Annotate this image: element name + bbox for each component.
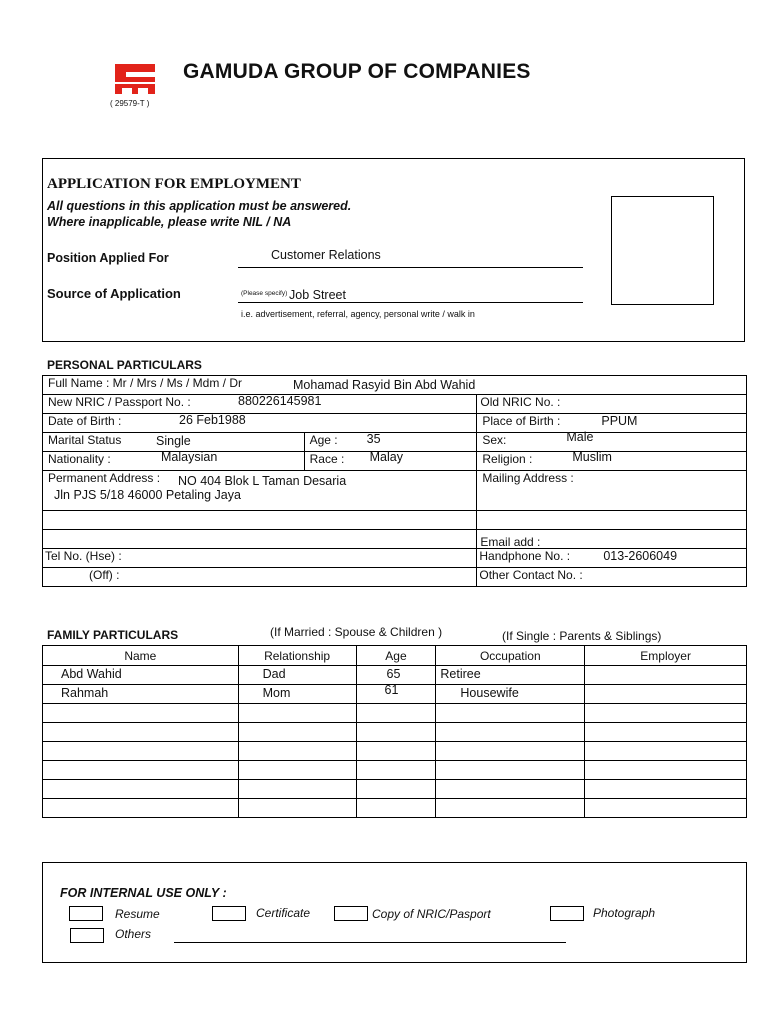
photograph-label: Photograph bbox=[593, 906, 656, 920]
family-cell-age[interactable] bbox=[356, 761, 436, 780]
race-label: Race : bbox=[309, 452, 345, 466]
others-checkbox[interactable] bbox=[70, 928, 104, 943]
family-cell-name[interactable] bbox=[43, 685, 239, 704]
family-cell-occupation[interactable] bbox=[436, 666, 585, 685]
family-cell-age[interactable] bbox=[356, 704, 436, 723]
please-specify-note: (Please specify) bbox=[241, 290, 288, 297]
pob-value: PPUM bbox=[601, 414, 638, 428]
source-label: Source of Application bbox=[47, 286, 181, 301]
family-cell-relationship[interactable] bbox=[238, 685, 356, 704]
tel-hse-cell[interactable] bbox=[43, 549, 477, 568]
nationality-label: Nationality : bbox=[48, 452, 111, 466]
family-value: Abd Wahid bbox=[61, 667, 122, 681]
single-note: (If Single : Parents & Siblings) bbox=[502, 629, 662, 643]
personal-table bbox=[42, 375, 747, 587]
nric-label: New NRIC / Passport No. : bbox=[48, 395, 191, 409]
full-name-cell[interactable] bbox=[43, 376, 747, 395]
married-note: (If Married : Spouse & Children ) bbox=[270, 625, 443, 639]
family-cell-occupation[interactable] bbox=[436, 780, 585, 799]
others-underline[interactable] bbox=[174, 942, 566, 943]
family-cell-age[interactable] bbox=[356, 723, 436, 742]
family-row bbox=[43, 723, 747, 742]
sex-value: Male bbox=[566, 430, 594, 444]
email-cell[interactable] bbox=[477, 530, 747, 549]
race-value: Malay bbox=[369, 450, 403, 464]
personal-section-title: PERSONAL PARTICULARS bbox=[47, 358, 202, 372]
certificate-checkbox[interactable] bbox=[212, 906, 246, 921]
permanent-address-cell[interactable] bbox=[43, 471, 477, 511]
family-cell-occupation[interactable] bbox=[436, 799, 585, 818]
position-value[interactable]: Customer Relations bbox=[271, 248, 381, 262]
nationality-value: Malaysian bbox=[161, 450, 218, 464]
address-line-1: NO 404 Blok L Taman Desaria bbox=[178, 474, 347, 488]
family-cell-employer[interactable] bbox=[585, 685, 747, 704]
internal-use-title: FOR INTERNAL USE ONLY : bbox=[60, 886, 227, 900]
resume-checkbox[interactable] bbox=[69, 906, 103, 921]
race-cell[interactable] bbox=[304, 452, 477, 471]
family-cell-occupation[interactable] bbox=[436, 723, 585, 742]
family-row bbox=[43, 799, 747, 818]
family-cell-relationship[interactable] bbox=[238, 704, 356, 723]
family-cell-occupation[interactable] bbox=[436, 742, 585, 761]
family-cell-occupation[interactable] bbox=[436, 761, 585, 780]
religion-label: Religion : bbox=[482, 452, 533, 466]
family-col-header: Relationship bbox=[238, 646, 356, 666]
photograph-checkbox[interactable] bbox=[550, 906, 584, 921]
family-cell-relationship[interactable] bbox=[238, 799, 356, 818]
family-row bbox=[43, 742, 747, 761]
old-nric-label: Old NRIC No. : bbox=[480, 395, 561, 409]
source-value[interactable]: Job Street bbox=[289, 288, 346, 302]
family-cell-employer[interactable] bbox=[585, 761, 747, 780]
family-value: Housewife bbox=[460, 686, 519, 700]
marital-value: Single bbox=[156, 434, 191, 448]
family-cell-name[interactable] bbox=[43, 704, 239, 723]
tel-off-cell[interactable] bbox=[43, 568, 477, 587]
nric-cell[interactable] bbox=[43, 395, 477, 414]
marital-cell[interactable] bbox=[43, 433, 305, 452]
others-label: Others bbox=[115, 927, 152, 941]
family-col-header: Name bbox=[43, 646, 239, 666]
family-cell-age[interactable] bbox=[356, 799, 436, 818]
family-row bbox=[43, 685, 747, 704]
copy-nric-checkbox[interactable] bbox=[334, 906, 368, 921]
family-value: Mom bbox=[262, 686, 291, 700]
position-underline bbox=[238, 267, 583, 268]
family-cell-name[interactable] bbox=[43, 799, 239, 818]
old-nric-cell[interactable] bbox=[477, 395, 747, 414]
family-cell-relationship[interactable] bbox=[238, 723, 356, 742]
family-table bbox=[42, 645, 747, 818]
family-cell-relationship[interactable] bbox=[238, 761, 356, 780]
family-cell-relationship[interactable] bbox=[238, 780, 356, 799]
email-label: Email add : bbox=[480, 535, 541, 549]
family-cell-age[interactable] bbox=[356, 742, 436, 761]
sex-label: Sex: bbox=[482, 433, 507, 447]
permanent-address-label: Permanent Address : bbox=[48, 471, 161, 485]
age-label: Age : bbox=[309, 433, 338, 447]
family-value: 65 bbox=[386, 667, 401, 681]
handphone-cell[interactable] bbox=[477, 549, 747, 568]
tel-off-label: (Off) : bbox=[89, 568, 120, 582]
full-name-label: Full Name : Mr / Mrs / Ms / Mdm / Dr bbox=[48, 376, 242, 390]
resume-label: Resume bbox=[115, 907, 160, 921]
handphone-label: Handphone No. : bbox=[479, 549, 571, 563]
tel-hse-label: Tel No. (Hse) : bbox=[45, 549, 122, 563]
family-row bbox=[43, 704, 747, 723]
dob-label: Date of Birth : bbox=[48, 414, 122, 428]
source-underline bbox=[238, 302, 583, 303]
age-value: 35 bbox=[366, 432, 381, 446]
mailing-address-label: Mailing Address : bbox=[482, 471, 574, 485]
family-cell-occupation[interactable] bbox=[436, 685, 585, 704]
nric-value: 880226145981 bbox=[238, 394, 322, 408]
mailing-extra-row[interactable] bbox=[477, 511, 747, 530]
family-cell-occupation[interactable] bbox=[436, 704, 585, 723]
family-cell-employer[interactable] bbox=[585, 742, 747, 761]
company-name: GAMUDA GROUP OF COMPANIES bbox=[183, 60, 531, 83]
dob-value: 26 Feb1988 bbox=[179, 413, 246, 427]
certificate-label: Certificate bbox=[256, 906, 311, 920]
family-value: Rahmah bbox=[61, 686, 109, 700]
mailing-address-cell[interactable] bbox=[477, 471, 747, 511]
family-col-header: Age bbox=[356, 646, 436, 666]
family-cell-employer[interactable] bbox=[585, 666, 747, 685]
other-contact-label: Other Contact No. : bbox=[479, 568, 583, 582]
instruction-2: Where inapplicable, please write NIL / NA bbox=[47, 215, 292, 229]
age-cell[interactable] bbox=[304, 433, 477, 452]
family-cell-age[interactable] bbox=[356, 685, 436, 704]
family-section-title: FAMILY PARTICULARS bbox=[47, 628, 179, 642]
gamuda-logo bbox=[112, 62, 158, 96]
family-cell-name[interactable] bbox=[43, 666, 239, 685]
family-row bbox=[43, 780, 747, 799]
dob-cell[interactable] bbox=[43, 414, 477, 433]
source-hint: i.e. advertisement, referral, agency, personal write / walk in bbox=[241, 309, 475, 319]
family-value: 61 bbox=[384, 683, 399, 697]
position-label: Position Applied For bbox=[47, 251, 169, 265]
photo-box bbox=[611, 196, 714, 305]
religion-value: Muslim bbox=[572, 450, 612, 464]
family-value: Dad bbox=[262, 667, 286, 681]
address-line-2: Jln PJS 5/18 46000 Petaling Jaya bbox=[54, 488, 241, 502]
family-value: Retiree bbox=[440, 667, 481, 681]
family-cell-name[interactable] bbox=[43, 761, 239, 780]
pob-label: Place of Birth : bbox=[482, 414, 561, 428]
family-cell-employer[interactable] bbox=[585, 723, 747, 742]
sex-cell[interactable] bbox=[477, 430, 747, 452]
instruction-1: All questions in this application must be answered. bbox=[47, 199, 352, 213]
full-name-value: Mohamad Rasyid Bin Abd Wahid bbox=[293, 378, 476, 392]
nationality-cell[interactable] bbox=[43, 452, 305, 471]
handphone-value: 013-2606049 bbox=[603, 549, 678, 563]
registration-number: ( 29579-T ) bbox=[110, 99, 150, 108]
copy-nric-label: Copy of NRIC/Pasport bbox=[372, 907, 491, 921]
family-cell-employer[interactable] bbox=[585, 799, 747, 818]
address-extra-row[interactable] bbox=[43, 530, 477, 549]
family-row bbox=[43, 666, 747, 685]
family-cell-age[interactable] bbox=[356, 780, 436, 799]
pob-cell[interactable] bbox=[477, 414, 747, 433]
address-extra-row[interactable] bbox=[43, 511, 477, 530]
family-cell-name[interactable] bbox=[43, 780, 239, 799]
marital-label: Marital Status bbox=[48, 433, 122, 447]
family-cell-name[interactable] bbox=[43, 723, 239, 742]
family-cell-employer[interactable] bbox=[585, 704, 747, 723]
family-col-header: Occupation bbox=[436, 646, 585, 666]
application-title: APPLICATION FOR EMPLOYMENT bbox=[47, 176, 301, 192]
family-row bbox=[43, 761, 747, 780]
family-cell-age[interactable] bbox=[356, 666, 436, 685]
other-contact-cell[interactable] bbox=[477, 568, 747, 587]
family-cell-relationship[interactable] bbox=[238, 666, 356, 685]
family-cell-relationship[interactable] bbox=[238, 742, 356, 761]
full-name-row bbox=[43, 376, 747, 395]
family-cell-name[interactable] bbox=[43, 742, 239, 761]
family-col-header: Employer bbox=[585, 646, 747, 666]
family-cell-employer[interactable] bbox=[585, 780, 747, 799]
religion-cell[interactable] bbox=[477, 452, 747, 471]
